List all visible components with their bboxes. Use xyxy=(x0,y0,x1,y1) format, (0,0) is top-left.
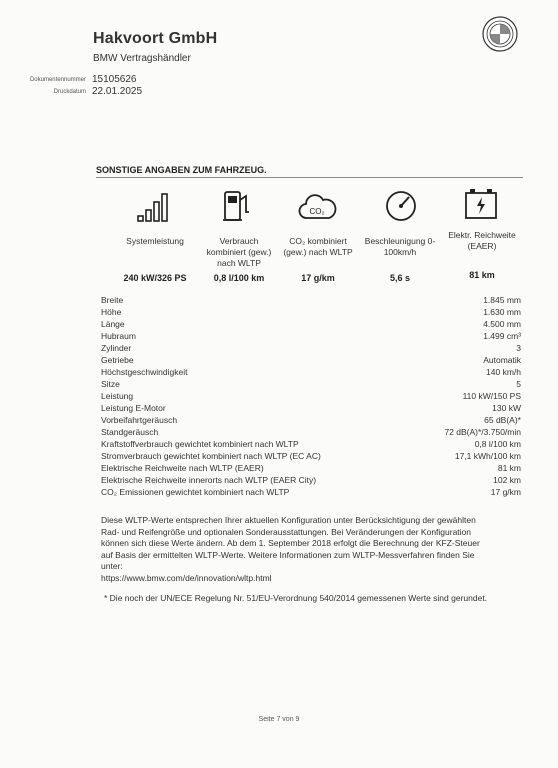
spec-value: 17 g/km xyxy=(490,487,521,497)
document-number-row xyxy=(22,74,137,85)
document-number-label: Dokumentennummer xyxy=(29,76,86,83)
feature-value-system-power: 240 kW/326 PS xyxy=(123,273,187,283)
spec-label: Vorbeifahrtgeräusch xyxy=(101,415,178,425)
spec-label: Höchstgeschwindigkeit xyxy=(101,367,188,377)
spec-label: Standgeräusch xyxy=(101,427,159,437)
battery-icon xyxy=(461,184,501,224)
wltp-info-link[interactable]: https://www.bmw.com/de/innovation/wltp.html xyxy=(101,572,272,583)
wltp-note-line: können sich diese Werte ändern. Ab dem 1. September 2018 erfolgt die Berechnung der KFZ-Steuer xyxy=(101,538,480,548)
wltp-note-line: Rad- und Reifengröße und optionalen Sonderausstattungen. Bei Veränderungen der Konfiguration xyxy=(101,526,472,537)
spec-row xyxy=(101,331,521,342)
feature-value-consumption: 0,8 l/100 km xyxy=(213,273,265,283)
spec-value: 140 km/h xyxy=(486,367,521,377)
document-number-value: 15105626 xyxy=(92,74,137,85)
spec-label: CO₂ Emissionen gewichtet kombiniert nach WLTP xyxy=(101,487,290,497)
spec-label: Zylinder xyxy=(101,343,132,353)
spec-value: 72 dB(A)*/3.750/min xyxy=(444,427,521,437)
spec-row xyxy=(101,415,521,426)
print-date-label: Druckdatum xyxy=(53,88,86,95)
spec-value: 110 kW/150 PS xyxy=(462,391,521,401)
feature-value-range: 81 km xyxy=(469,270,495,280)
spec-value: 1.630 mm xyxy=(483,307,521,317)
spec-label: Leistung E-Motor xyxy=(101,403,166,413)
company-name: Hakvoort GmbH xyxy=(93,30,218,47)
page-number: Seite 7 von 9 xyxy=(258,716,300,723)
print-date-value: 22.01.2025 xyxy=(92,86,143,97)
feature-label-system-power: Systemleistung xyxy=(126,236,184,246)
feature-value-co2: 17 g/km xyxy=(301,273,335,283)
spec-row xyxy=(101,307,521,318)
spec-label: Länge xyxy=(101,319,125,329)
spec-label: Kraftstoffverbrauch gewichtet kombiniert nach WLTP xyxy=(101,439,299,449)
spec-value: 3 xyxy=(516,343,521,353)
feature-value-acceleration: 5,6 s xyxy=(389,273,411,283)
wltp-note-line: auf Basis der ermittelten WLTP-Werte. Weitere Informationen zum WLTP-Messverfahren finden Sie xyxy=(101,549,475,560)
spec-row xyxy=(101,295,521,306)
spec-value: 102 km xyxy=(493,475,521,485)
feature-label-co2: CO₂ kombiniert (gew.) nach WLTP xyxy=(283,236,353,257)
spec-label: Elektrische Reichweite nach WLTP (EAER) xyxy=(101,463,264,473)
spec-label: Höhe xyxy=(101,307,122,317)
spec-row xyxy=(101,427,521,438)
wltp-note-line: unter: xyxy=(101,561,123,571)
spec-row xyxy=(101,451,521,462)
spec-label: Stromverbrauch gewichtet kombiniert nach WLTP (EC AC) xyxy=(101,451,321,461)
spec-label: Sitze xyxy=(101,379,120,389)
spec-row xyxy=(101,343,521,354)
spec-row xyxy=(101,391,521,402)
spec-label: Leistung xyxy=(101,391,134,401)
spec-row xyxy=(101,487,521,498)
footnote: * Die noch der UN/ECE Regelung Nr. 51/EU-Verordnung 540/2014 gemessenen Werte sind gerundet. xyxy=(104,593,488,603)
spec-row xyxy=(101,367,521,378)
spec-row xyxy=(101,379,521,390)
spec-row xyxy=(101,319,521,330)
spec-value: 81 km xyxy=(497,463,521,473)
section-title: SONSTIGE ANGABEN ZUM FAHRZEUG. xyxy=(96,165,267,175)
svg-text:CO₂: CO₂ xyxy=(309,207,325,216)
spec-value: 4.500 mm xyxy=(483,319,521,329)
spec-row xyxy=(101,463,521,474)
spec-value: 1.845 mm xyxy=(483,295,521,305)
spec-row xyxy=(101,439,521,450)
spec-value: 17,1 kWh/100 km xyxy=(454,451,521,461)
power-bars-icon xyxy=(134,188,174,228)
spec-row xyxy=(101,475,521,486)
spec-value: 130 kW xyxy=(492,403,521,413)
spec-value: 1.499 cm³ xyxy=(483,331,521,341)
co2-cloud-icon xyxy=(297,188,337,228)
print-date-row xyxy=(22,86,142,97)
fuel-pump-icon xyxy=(218,186,258,226)
spec-value: Automatik xyxy=(483,355,521,365)
spec-value: 65 dB(A)* xyxy=(484,415,521,425)
spec-row xyxy=(101,403,521,414)
spec-value: 0,8 l/100 km xyxy=(474,439,521,449)
wltp-note xyxy=(101,515,526,584)
bmw-logo xyxy=(482,16,518,52)
spec-label: Breite xyxy=(101,295,124,305)
feature-label-consumption: Verbrauch kombiniert (gew.) nach WLTP xyxy=(206,236,272,268)
spec-value: 5 xyxy=(516,379,521,389)
spec-label: Elektrische Reichweite innerorts nach WLTP (EAER City) xyxy=(101,475,317,485)
spec-row xyxy=(101,355,521,366)
spec-label: Getriebe xyxy=(101,355,134,365)
section-divider xyxy=(96,177,523,178)
feature-label-range: Elektr. Reichweite (EAER) xyxy=(448,230,516,251)
feature-label-acceleration: Beschleunigung 0-100km/h xyxy=(364,236,436,257)
company-subtitle: BMW Vertragshändler xyxy=(93,53,191,64)
speedometer-icon xyxy=(381,186,421,226)
wltp-note-line: Diese WLTP-Werte entsprechen Ihrer aktuellen Konfiguration unter Berücksichtigung der gewählten xyxy=(101,515,476,525)
spec-label: Hubraum xyxy=(101,331,136,341)
